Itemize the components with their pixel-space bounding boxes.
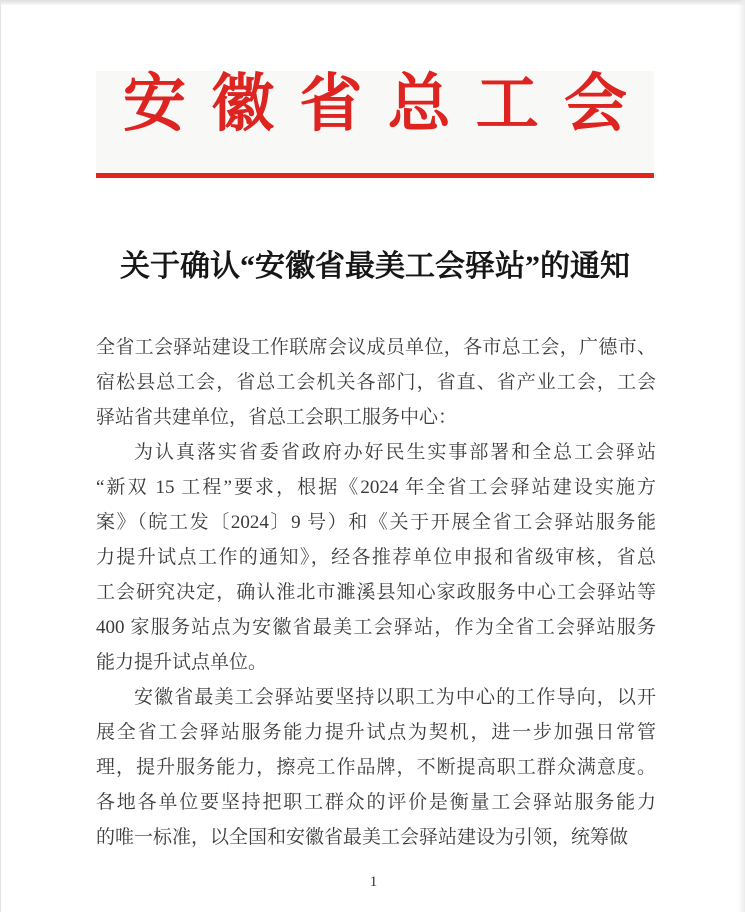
body-line: 展全省工会驿站服务能力提升试点为契机，进一步加强日常管 (96, 722, 656, 743)
body-line: 400 家服务站点为安徽省最美工会驿站，作为全省工会驿站服务 (96, 617, 656, 638)
body-line: 驿站省共建单位，省总工会职工服务中心： (96, 407, 458, 428)
paragraph (96, 680, 656, 855)
body-line: 各地各单位要坚持把职工群众的评价是衡量工会驿站服务能力 (96, 792, 656, 813)
page-number: 1 (369, 874, 378, 890)
page-top-edge (1, 0, 745, 5)
body-line: 理，提升服务能力，擦亮工作品牌，不断提高职工群众满意度。 (96, 757, 656, 778)
body-line: 全省工会驿站建设工作联席会议成员单位，各市总工会，广德市、 (96, 337, 656, 358)
org-name: 安徽省总工会 (122, 69, 653, 139)
document-body (96, 330, 656, 855)
body-line: 工会研究决定，确认淮北市濉溪县知心家政服务中心工会驿站等 (96, 582, 656, 603)
paragraph (96, 435, 656, 680)
body-line: “新双 15 工程”要求，根据《2024 年全省工会驿站建设实施方 (96, 477, 656, 498)
body-line: 宿松县总工会，省总工会机关各部门，省直、省产业工会，工会 (96, 372, 656, 393)
letterhead (96, 71, 654, 173)
body-line: 能力提升试点单位。 (96, 652, 268, 673)
paragraph (96, 330, 656, 435)
body-line: 为认真落实省委省政府办好民生实事部署和全总工会驿站 (134, 442, 656, 463)
body-line: 的唯一标准，以全国和安徽省最美工会驿站建设为引领，统筹做 (96, 827, 629, 848)
body-line: 案》（皖工发〔2024〕9 号）和《关于开展全省工会驿站服务能 (96, 512, 656, 533)
letterhead-rule (96, 173, 654, 178)
body-line: 力提升试点工作的通知》，经各推荐单位申报和省级审核，省总 (96, 547, 656, 568)
body-line: 安徽省最美工会驿站要坚持以职工为中心的工作导向，以开 (134, 687, 656, 708)
document-title: 关于确认“安徽省最美工会驿站”的通知 (120, 250, 630, 283)
page-right-edge (738, 0, 745, 912)
